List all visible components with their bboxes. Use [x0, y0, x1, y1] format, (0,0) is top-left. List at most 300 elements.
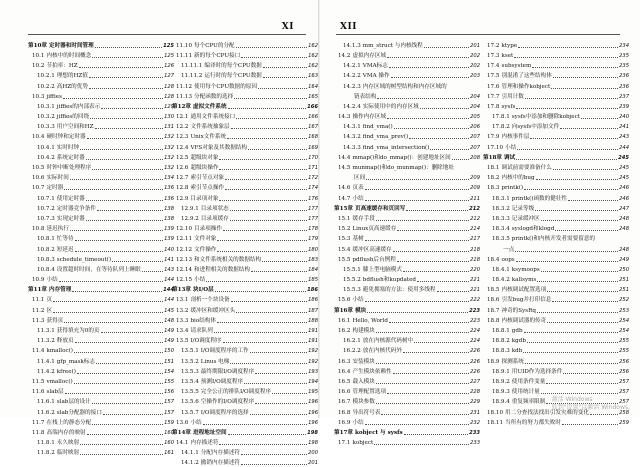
toc-number: 18.3.5: [492, 236, 510, 243]
toc-number: 第11章: [28, 287, 47, 294]
toc-leader-dots: [541, 393, 618, 394]
toc-page-number: 136: [164, 185, 174, 192]
toc-title: 虚拟文件系统: [192, 103, 227, 110]
toc-leader-dots: [537, 281, 618, 282]
toc-page-number: 255: [619, 348, 629, 355]
toc-leader-dots: [541, 271, 618, 272]
toc-title: 小结: [352, 195, 364, 202]
page-number: XII: [340, 22, 357, 32]
toc-leader-dots: [553, 77, 618, 78]
toc-leader-dots: [387, 57, 469, 58]
toc-leader-dots: [79, 67, 163, 68]
toc-entry: [28, 273, 174, 283]
toc-entry: [334, 406, 480, 416]
toc-entry: [483, 375, 629, 385]
toc-leader-dots: [248, 149, 307, 150]
toc-page-number: 209: [470, 185, 480, 192]
toc-entry: [334, 243, 480, 253]
toc-page-number: 162: [308, 42, 318, 49]
toc-number: 14.1.2: [181, 460, 199, 467]
toc-entry: [483, 59, 629, 69]
toc-title: subsystem: [501, 63, 532, 70]
toc-page-number: 204: [470, 93, 480, 100]
toc-entry: [334, 141, 480, 151]
toc-page-number: 224: [470, 328, 480, 335]
toc-page-number: 246: [619, 195, 629, 202]
toc-leader-dots: [397, 261, 469, 262]
toc-number: 14.2.1: [343, 63, 361, 70]
toc-entry: [172, 355, 318, 365]
toc-leader-dots: [537, 312, 618, 313]
toc-page-number: 192: [308, 358, 318, 365]
toc-title: 内存描述符: [190, 440, 219, 447]
toc-page-number: 151: [164, 358, 174, 365]
toc-leader-dots: [234, 98, 307, 99]
toc-page-number: 245: [619, 165, 629, 172]
toc-entry: [172, 202, 318, 212]
watermark-line: 激活 Windows: [551, 396, 593, 403]
toc-number: 16.2.1: [343, 338, 361, 345]
toc-title: 目录项状态: [200, 205, 229, 212]
toc-leader-dots: [236, 118, 307, 119]
toc-title: 节拍率：HZ: [46, 63, 78, 70]
toc-number: 第14章: [172, 429, 191, 436]
toc-page-number: 234: [619, 42, 629, 49]
toc-page-number: 221: [470, 277, 480, 284]
toc-entry: [334, 324, 480, 334]
toc-title: 忙等待: [56, 236, 74, 243]
toc-entry: [28, 385, 174, 395]
toc-leader-dots: [393, 373, 469, 374]
toc-number: 14.1: [176, 440, 189, 447]
toc-page-number: 233: [469, 429, 480, 436]
toc-title: 剖析一个块设备: [190, 297, 230, 304]
toc-number: 17.9: [487, 134, 500, 141]
toc-title: 理想的HZ值: [56, 73, 88, 80]
toc-entry: [483, 263, 629, 273]
toc-title: 使用条件变量: [511, 378, 546, 385]
toc-page-number: 148: [164, 317, 174, 324]
toc-number: 10.5: [32, 165, 45, 172]
toc-title: 放在内核代码外: [362, 348, 402, 355]
toc-page-number: 237: [619, 93, 629, 100]
toc-leader-dots: [53, 312, 163, 313]
toc-entry: [28, 233, 174, 243]
toc-title: Linus 电梯: [200, 358, 230, 365]
toc-page-number: 184: [308, 266, 318, 273]
toc-page-number: 218: [470, 256, 480, 263]
toc-title: I/O调度程序的选择: [200, 409, 249, 416]
toc-title: 小结: [352, 297, 364, 304]
toc-page-number: 163: [308, 73, 318, 80]
toc-leader-dots: [80, 444, 163, 445]
toc-page-number: 138: [164, 215, 174, 222]
toc-leader-dots: [214, 332, 307, 333]
toc-page-number: 253: [619, 307, 629, 314]
toc-number: 11.6: [32, 389, 45, 396]
toc-number: 14.3.2: [343, 134, 361, 141]
toc-page-number: 186: [307, 287, 318, 294]
toc-number: 18.6: [487, 297, 500, 304]
toc-leader-dots: [230, 220, 307, 221]
toc-title: 请求队列: [190, 328, 213, 335]
toc-number: 18.9.1: [492, 368, 510, 375]
toc-leader-dots: [516, 108, 618, 109]
toc-title: 运行时的每个CPU数据: [204, 73, 262, 80]
toc-leader-dots: [524, 189, 618, 190]
toc-entry: [172, 49, 318, 59]
toc-page-number: 177: [308, 205, 318, 212]
toc-entry: [28, 304, 174, 314]
toc-title: 用UID作为选择条件: [511, 368, 563, 375]
toc-entry: [334, 263, 480, 273]
toc-leader-dots: [86, 200, 163, 201]
toc-page-number: 132: [164, 165, 174, 172]
toc-number: 14.3: [338, 114, 351, 121]
toc-page-number: 161: [164, 450, 174, 457]
toc-entry: [483, 284, 629, 294]
toc-number: 17.6: [487, 83, 500, 90]
toc-title: 高端内存的映射: [46, 429, 86, 436]
toc-page-number: 245: [618, 154, 629, 161]
toc-leader-dots: [206, 281, 307, 282]
toc-page-number: 226: [470, 368, 480, 375]
toc-page-number: 179: [308, 236, 318, 243]
toc-page-number: 220: [470, 266, 480, 273]
toc-title: 用户空间和HZ: [56, 124, 94, 131]
toc-entry: [28, 212, 174, 222]
toc-number: 18.11: [487, 419, 504, 426]
toc-entry: [483, 121, 629, 131]
toc-page-number: 254: [619, 328, 629, 335]
toc-leader-dots: [217, 251, 307, 252]
toc-leader-dots: [89, 77, 163, 78]
activation-watermark: [552, 396, 634, 412]
toc-page-number: 257: [619, 399, 629, 406]
toc-page-number: 150: [164, 348, 174, 355]
toc-title: 调试: [503, 154, 516, 161]
toc-leader-dots: [409, 138, 469, 139]
toc-entry: [28, 70, 174, 80]
toc-title: 文件系统抽象层: [190, 124, 230, 131]
toc-leader-dots: [365, 189, 469, 190]
toc-entry: [28, 59, 174, 69]
toc-title: 引用计数: [501, 93, 524, 100]
toc-title: printk()和内核开发者需要留意的: [511, 236, 595, 243]
toc-leader-dots: [219, 444, 307, 445]
toc-page-number: 247: [619, 205, 629, 212]
toc-leader-dots: [97, 210, 163, 211]
toc-title: 使用统计量: [511, 389, 540, 396]
toc-number: 12.9: [176, 195, 189, 202]
toc-number: 11.6.1: [37, 399, 55, 406]
toc-page-number: 196: [308, 409, 318, 416]
toc-number: 11.4.1: [37, 358, 55, 365]
toc-entry: [483, 49, 629, 59]
toc-entry: [172, 304, 318, 314]
toc-entry: [172, 375, 318, 385]
toc-number: 18.1: [487, 165, 500, 172]
toc-entry: [334, 222, 480, 232]
toc-title: 进程地址空间: [192, 429, 227, 436]
toc-page-number: 129: [164, 103, 174, 110]
toc-title: find_vma_intersection(): [362, 144, 430, 151]
toc-title: 目录项操作: [194, 226, 222, 233]
toc-number: 12.1: [176, 114, 189, 121]
toc-leader-dots: [367, 312, 468, 313]
toc-number: 11.3.2: [37, 338, 55, 345]
toc-number: 16.9: [338, 419, 351, 426]
toc-number: 18.8.3: [492, 348, 510, 355]
toc-title: 内存管理: [48, 287, 72, 294]
toc-title: 新的每个CPU接口: [194, 52, 241, 59]
toc-number: 11.5: [32, 378, 45, 385]
toc-leader-dots: [263, 67, 307, 68]
toc-number: 16.5: [338, 378, 351, 385]
toc-page-number: 176: [308, 195, 318, 202]
toc-leader-dots: [77, 373, 163, 374]
toc-leader-dots: [365, 240, 469, 241]
toc-page-number: 125: [164, 52, 174, 59]
toc-page-number: 202: [470, 63, 480, 70]
toc-page-number: 231: [470, 409, 480, 416]
toc-entry: [28, 131, 174, 141]
toc-number: 15.5.1: [343, 266, 361, 273]
toc-number: 16.2: [338, 328, 351, 335]
toc-column: [28, 39, 174, 457]
toc-entry: [483, 233, 629, 243]
toc-leader-dots: [376, 383, 469, 384]
toc-number: 10.2.2: [37, 83, 55, 90]
toc-entry: [483, 314, 629, 324]
toc-entry: [28, 49, 174, 59]
toc-number: 14.2.2: [343, 73, 361, 80]
toc-title: 和进程相关的数据结构: [194, 266, 250, 273]
toc-title: 一点: [503, 246, 515, 253]
toc-number: 16.2.2: [343, 348, 361, 355]
toc-page-number: 166: [307, 103, 318, 110]
toc-page-number: 191: [308, 338, 318, 345]
toc-leader-dots: [64, 189, 163, 190]
toc-title: 页: [46, 297, 53, 304]
toc-entry: [28, 202, 174, 212]
toc-number: 17.7: [487, 93, 500, 100]
toc-entry: [334, 80, 480, 90]
toc-leader-dots: [562, 424, 618, 425]
toc-title: 完全公正的排队I/O调度程序: [200, 389, 272, 396]
toc-entry: [334, 171, 480, 181]
toc-title: 模块: [354, 307, 367, 314]
toc-chapter-entry: [334, 426, 480, 436]
toc-page-number: 193: [308, 368, 318, 375]
toc-page-number: 144: [164, 297, 174, 304]
toc-page-number: 172: [308, 175, 318, 182]
toc-title: VMA 操作: [362, 73, 390, 80]
toc-leader-dots: [255, 403, 307, 404]
toc-chapter-entry: [172, 284, 318, 294]
toc-title: gfp_mask标志: [56, 358, 95, 365]
toc-entry: [28, 182, 174, 192]
toc-entry: [172, 396, 318, 406]
toc-title: 内核调试器的传奇: [501, 317, 547, 324]
toc-entry: [172, 171, 318, 181]
toc-entry: [483, 202, 629, 212]
toc-title: kset: [501, 52, 514, 59]
toc-page-number: 183: [308, 256, 318, 263]
toc-page-number: 192: [308, 348, 318, 355]
toc-number: 13.1: [176, 297, 189, 304]
toc-leader-dots: [75, 251, 164, 252]
toc-page-number: 251: [619, 287, 629, 294]
toc-page-number: 223: [470, 317, 480, 324]
toc-leader-dots: [263, 77, 307, 78]
toc-entry: [334, 375, 480, 385]
toc-title: pdflush后台例程: [352, 256, 396, 263]
header-rule: [28, 34, 306, 35]
toc-entry: [483, 416, 629, 426]
toc-title: 小结: [194, 277, 206, 284]
toc-page-number: 128: [164, 93, 174, 100]
toc-entry: [483, 294, 629, 304]
toc-page-number: 180: [308, 246, 318, 253]
toc-title: 系统定时器: [56, 154, 85, 161]
toc-entry: [28, 314, 174, 324]
toc-number: 10.2: [32, 63, 45, 70]
toc-entry: [334, 192, 480, 202]
toc-leader-dots: [251, 271, 307, 272]
toc-title: 块I/O层: [192, 287, 214, 294]
toc-page-number: 257: [619, 389, 629, 396]
toc-leader-dots: [581, 118, 618, 119]
toc-leader-dots: [514, 57, 618, 58]
toc-number: 18.5: [487, 287, 500, 294]
toc-number: 11.13: [176, 93, 193, 100]
toc-page-number: 191: [308, 328, 318, 335]
toc-entry: [28, 243, 174, 253]
toc-entry: [483, 324, 629, 334]
toc-entry: [172, 39, 318, 49]
toc-leader-dots: [64, 322, 163, 323]
toc-entry: [172, 436, 318, 446]
toc-leader-dots: [553, 169, 618, 170]
toc-title: 和文件系统相关的数据结构: [194, 256, 262, 263]
toc-entry: [28, 345, 174, 355]
toc-page-number: 201: [470, 42, 480, 49]
toc-entry: [483, 182, 629, 192]
toc-leader-dots: [391, 77, 470, 78]
toc-title: Unix文件系统: [190, 134, 227, 141]
toc-leader-dots: [217, 322, 307, 323]
toc-page-number: 233: [470, 440, 480, 447]
toc-title: 避免拥塞的方法：使用多线程: [362, 287, 436, 294]
toc-page-number: 139: [164, 236, 174, 243]
toc-leader-dots: [75, 342, 164, 343]
toc-title: syslogd和klogd: [511, 226, 555, 233]
toc-page-number: 186: [308, 297, 318, 304]
toc-chapter-entry: [28, 284, 174, 294]
toc-leader-dots: [551, 88, 618, 89]
toc-number: 12.3: [176, 134, 189, 141]
toc-number: 11.11.1: [181, 63, 203, 70]
toc-leader-dots: [374, 444, 469, 445]
toc-leader-dots: [142, 271, 163, 272]
toc-leader-dots: [452, 159, 469, 160]
toc-entry: [483, 273, 629, 283]
toc-number: 15.5.2: [343, 277, 361, 284]
toc-number: 15.4: [338, 246, 351, 253]
toc-number: 13.5.2: [181, 358, 199, 365]
toc-page-number: 144: [163, 287, 174, 294]
toc-entry: [28, 396, 174, 406]
toc-leader-dots: [250, 352, 307, 353]
toc-number: 14.2: [338, 52, 351, 59]
toc-entry: [28, 324, 174, 334]
toc-entry: [334, 385, 480, 395]
toc-title: Hello, World: [352, 317, 388, 324]
toc-page-number: 212: [469, 205, 480, 212]
toc-page-number: 209: [470, 175, 480, 182]
toc-leader-dots: [393, 251, 469, 252]
toc-leader-dots: [376, 363, 469, 364]
toc-leader-dots: [87, 434, 163, 435]
toc-number: 12.7: [176, 175, 189, 182]
toc-title: 释放页: [56, 338, 74, 345]
toc-leader-dots: [365, 200, 469, 201]
toc-number: 12.14: [176, 266, 193, 273]
toc-number: 17.3: [487, 52, 500, 59]
toc-entry: [28, 416, 174, 426]
toc-number: 18.9.2: [492, 378, 510, 385]
toc-number: 12.5: [176, 154, 189, 161]
toc-number: 10.6: [32, 175, 45, 182]
toc-entry: [334, 151, 480, 161]
toc-chapter-entry: [334, 304, 480, 314]
toc-leader-dots: [103, 414, 163, 415]
toc-page-number: 248: [619, 215, 629, 222]
toc-entry: [172, 345, 318, 355]
toc-page-number: 132: [164, 144, 174, 151]
toc-title: 缓存手段: [352, 215, 375, 222]
toc-page-number: 169: [308, 144, 318, 151]
toc-number: 14.3.1: [343, 124, 361, 131]
toc-leader-dots: [80, 149, 163, 150]
toc-entry: [483, 100, 629, 110]
toc-title: 高HZ的优势: [56, 83, 88, 90]
toc-number: 14.6: [338, 185, 351, 192]
toc-title: vmalloc(): [46, 378, 73, 385]
toc-number: 第18章: [483, 154, 502, 161]
toc-number: 11.3: [32, 317, 45, 324]
toc-leader-dots: [241, 454, 307, 455]
toc-number: 14.1.1: [181, 450, 199, 457]
toc-leader-dots: [59, 281, 163, 282]
toc-page-number: 160: [164, 440, 174, 447]
toc-number: 17.2: [487, 42, 500, 49]
toc-number: 10.2.1: [37, 73, 55, 80]
toc-page-number: 258: [619, 409, 629, 416]
toc-title: 实现定时器: [56, 215, 85, 222]
toc-number: 10.7.1: [37, 195, 55, 202]
toc-entry: [334, 253, 480, 263]
toc-title: jiffies的回绕: [56, 114, 90, 121]
toc-leader-dots: [590, 414, 618, 415]
toc-chapter-entry: [334, 202, 480, 212]
toc-number: 13.3: [176, 317, 189, 324]
toc-number: 11.12: [176, 83, 193, 90]
toc-page-number: 222: [470, 297, 480, 304]
toc-leader-dots: [437, 291, 470, 292]
toc-leader-dots: [228, 108, 307, 109]
